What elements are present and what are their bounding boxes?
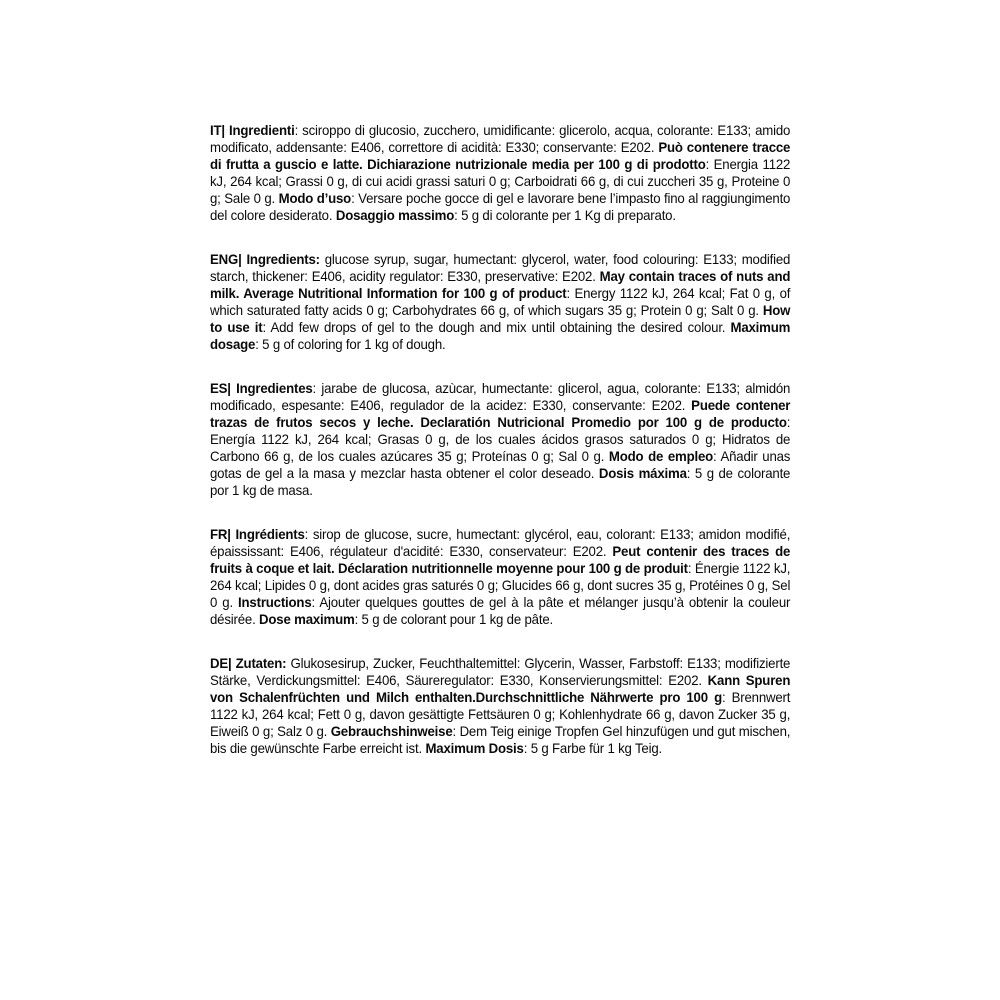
bold-text-segment: ES| Ingredientes bbox=[210, 380, 313, 396]
label-text-block bbox=[210, 122, 790, 784]
text-segment: : Energía 1122 kJ, 264 kcal; Grasas 0 g, de los cuales ácidos grasos saturados 0 g; Hidratos de Carbono 66 g, de los cuales azúcares 35 g; Proteínas 0 g; Sal 0 g. bbox=[210, 414, 791, 464]
bold-text-segment: DE| Zutaten: bbox=[210, 655, 287, 671]
text-segment: : 5 g of coloring for 1 kg of dough. bbox=[255, 336, 446, 352]
bold-text-segment: Modo de empleo bbox=[608, 448, 714, 464]
bold-text-segment: Instructions bbox=[238, 594, 312, 610]
bold-text-segment: Modo d’uso bbox=[278, 190, 352, 206]
text-segment: : Add few drops of gel to the dough and mix until obtaining the desired colour. bbox=[262, 319, 731, 335]
bold-text-segment: Può contenere tracce di frutta a guscio e latte. Dichiarazione nutrizionale media per 100 g di prodotto bbox=[210, 139, 791, 172]
text-segment: : 5 g di colorante per 1 Kg di preparato. bbox=[454, 207, 676, 223]
ingredients-paragraph-de bbox=[210, 655, 790, 757]
bold-text-segment: May contain traces of nuts and milk. Average Nutritional Information for 100 g of product bbox=[210, 268, 791, 301]
bold-text-segment: Puede contener trazas de frutos secos y leche. Declaratión Nutricional Promedio por 100 g de producto bbox=[210, 397, 791, 430]
text-segment: Glukosesirup, Zucker, Feuchthaltemittel: Glycerin, Wasser, Farbstoff: E133; modifizierte Stärke, Verdickungsmittel: E406, Säureregulator: E330, Konservierungsmittel: E202. bbox=[210, 655, 791, 688]
text-segment: : sciroppo di glucosio, zucchero, umidificante: glicerolo, acqua, colorante: E133; amido modificato, addensante: E406, correttore di acidità: E330; conservante: E202. bbox=[210, 122, 791, 155]
text-segment: : Dem Teig einige Tropfen Gel hinzufügen und gut mischen, bis die gewünschte Farbe erreicht ist. bbox=[210, 723, 791, 756]
text-segment: : 5 g de colorante por 1 kg de masa. bbox=[210, 465, 791, 498]
ingredients-paragraph-fr bbox=[210, 526, 790, 628]
text-segment: : Ajouter quelques gouttes de gel à la pâte et mélanger jusqu’à obtenir la couleur désirée. bbox=[210, 594, 791, 627]
bold-text-segment: Dose maximum bbox=[259, 611, 355, 627]
bold-text-segment: How to use it bbox=[210, 302, 791, 335]
bold-text-segment: Gebrauchshinweise bbox=[330, 723, 453, 739]
text-segment: : jarabe de glucosa, azùcar, humectante: glicerol, agua, colorante: E133; almidón modificado, espesante: E406, regulador de la acidez: E330, conservante: E202. bbox=[210, 380, 791, 413]
bold-text-segment: Peut contenir des traces de fruits à coque et lait. Déclaration nutritionnelle moyenne pour 100 g de produit bbox=[210, 543, 791, 576]
ingredients-paragraph-it bbox=[210, 122, 790, 224]
bold-text-segment: FR| Ingrédients bbox=[210, 526, 305, 542]
text-segment: glucose syrup, sugar, humectant: glycerol, water, food colouring: E133; modified starch, thickener: E406, acidity regulator: E330, preservative: E202. bbox=[210, 251, 791, 284]
text-segment: : sirop de glucose, sucre, humectant: glycérol, eau, colorant: E133; amidon modifié, épaississant: E406, régulateur d'acidité: E330, conservateur: E202. bbox=[210, 526, 791, 559]
ingredients-paragraph-eng bbox=[210, 251, 790, 353]
bold-text-segment: Dosis máxima bbox=[598, 465, 687, 481]
text-segment: : Añadir unas gotas de gel a la masa y mezclar hasta obtener el color deseado. bbox=[210, 448, 791, 481]
bold-text-segment: ENG| Ingredients: bbox=[210, 251, 320, 267]
text-segment: : 5 g de colorant pour 1 kg de pâte. bbox=[354, 611, 553, 627]
bold-text-segment: Kann Spuren von Schalenfrüchten und Milch enthalten.Durchschnittliche Nährwerte pro 100 g bbox=[210, 672, 791, 705]
bold-text-segment: Maximum Dosis bbox=[425, 740, 524, 756]
text-segment: : Énergie 1122 kJ, 264 kcal; Lipides 0 g, dont acides gras saturés 0 g; Glucides 66 g, dont sucres 35 g, Protéines 0 g, Sel 0 g. bbox=[210, 560, 791, 610]
ingredients-paragraph-es bbox=[210, 380, 790, 499]
bold-text-segment: Maximum dosage bbox=[210, 319, 791, 352]
bold-text-segment: IT| Ingredienti bbox=[210, 122, 295, 138]
text-segment: : Versare poche gocce di gel e lavorare bene l’impasto fino al raggiungimento del colore desiderato. bbox=[210, 190, 791, 223]
text-segment: : Energy 1122 kJ, 264 kcal; Fat 0 g, of which saturated fatty acids 0 g; Carbohydrates 66 g, of which sugars 35 g; Protein 0 g; Salt 0 g. bbox=[210, 285, 791, 318]
text-segment: : Brennwert 1122 kJ, 264 kcal; Fett 0 g, davon gesättigte Fettsäuren 0 g; Kohlenhydrate 66 g, davon Zucker 35 g, Eiweiß 0 g; Salz 0 g. bbox=[210, 689, 791, 739]
text-segment: : Energia 1122 kJ, 264 kcal; Grassi 0 g, di cui acidi grassi saturi 0 g; Carboidrati 66 g, di cui zuccheri 35 g, Proteine 0 g; Sale 0 g. bbox=[210, 156, 791, 206]
bold-text-segment: Dosaggio massimo bbox=[335, 207, 455, 223]
text-segment: : 5 g Farbe für 1 kg Teig. bbox=[523, 740, 662, 756]
